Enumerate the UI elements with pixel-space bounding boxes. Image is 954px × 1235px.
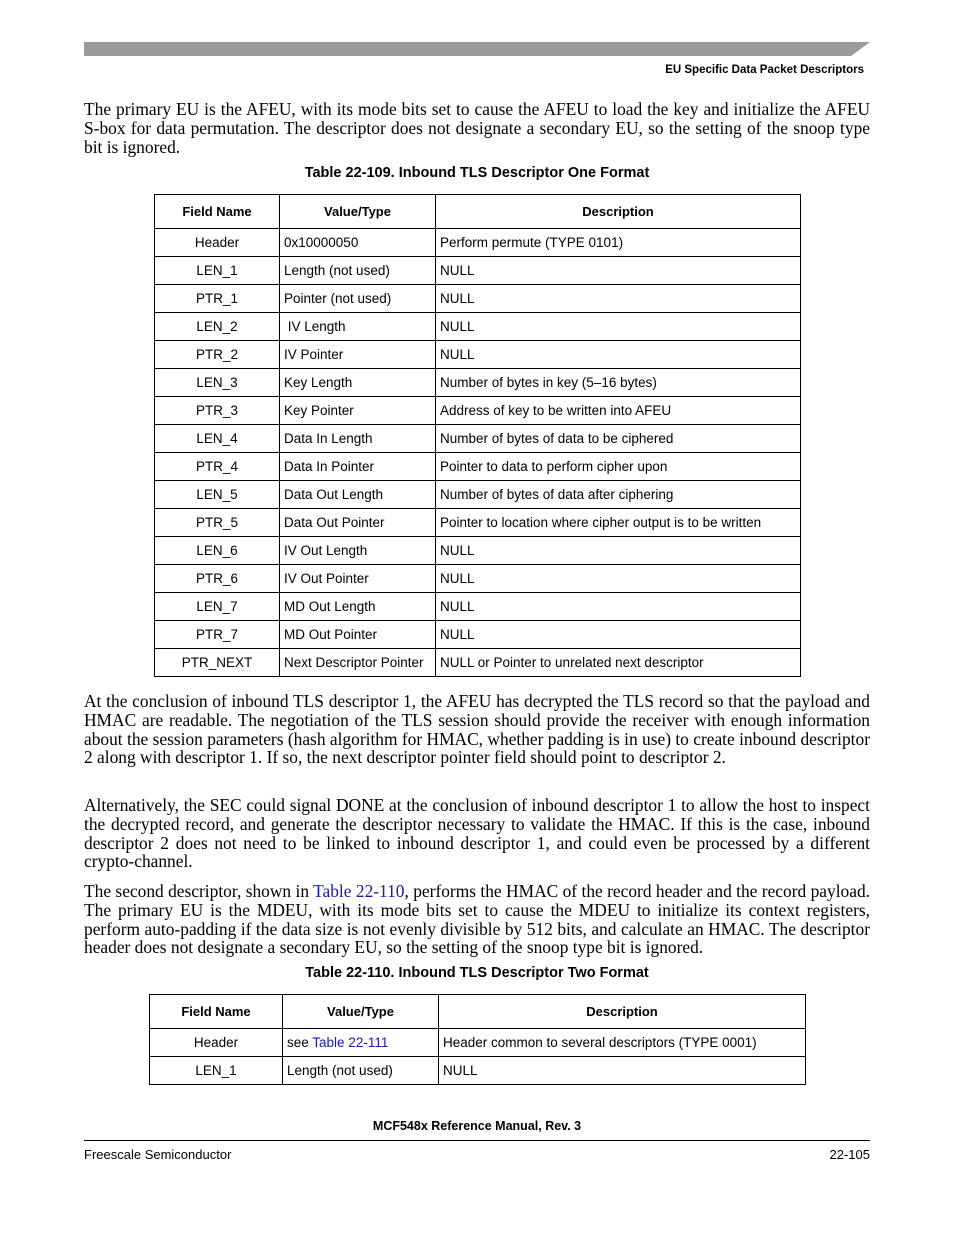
table-header-row [150, 995, 806, 1029]
table-cell: Data Out Pointer [280, 509, 436, 537]
table-cell: 0x10000050 [280, 229, 436, 257]
table-cell: PTR_3 [155, 397, 280, 425]
table-cell: NULL [436, 313, 801, 341]
table-cell: LEN_5 [155, 481, 280, 509]
table-cell: LEN_7 [155, 593, 280, 621]
table-cell: LEN_3 [155, 369, 280, 397]
table-row [150, 1057, 806, 1085]
table-cell: IV Pointer [280, 341, 436, 369]
table2-caption: Table 22-110. Inbound TLS Descriptor Two Format [305, 965, 649, 981]
table-cell: PTR_1 [155, 285, 280, 313]
table-cell: PTR_5 [155, 509, 280, 537]
table-cell: Number of bytes in key (5–16 bytes) [436, 369, 801, 397]
table-cell: LEN_6 [155, 537, 280, 565]
table1-caption: Table 22-109. Inbound TLS Descriptor One Format [304, 165, 650, 181]
column-header: Field Name [150, 995, 283, 1029]
paragraph-4-text-b: , performs the HMAC of the record header and the record payload. The primary EU is the MDEU, with its mode bits set to cause the MDEU to initialize its context registers, perform auto-padding if the data size is not evenly divisible by 512 bits, and calculate an HMAC. The descriptor header does not designate a secondary EU, so the setting of the snoop type bit is ignored. [84, 881, 870, 958]
table-cell: NULL [436, 341, 801, 369]
table-cell: NULL [436, 621, 801, 649]
column-header: Value/Type [280, 195, 436, 229]
table-cell: LEN_1 [155, 257, 280, 285]
table-cell: PTR_7 [155, 621, 280, 649]
table-row [155, 285, 801, 313]
table-row [155, 397, 801, 425]
table-cell: Data In Pointer [280, 453, 436, 481]
table-cell: Address of key to be written into AFEU [436, 397, 801, 425]
table-cell: PTR_4 [155, 453, 280, 481]
table-row [155, 229, 801, 257]
table-cell: Pointer to data to perform cipher upon [436, 453, 801, 481]
table-22-110-link[interactable]: Table 22-110 [313, 881, 405, 901]
table-cell: NULL [436, 537, 801, 565]
table-cell: NULL [436, 285, 801, 313]
table-cell: NULL [436, 257, 801, 285]
table-row [155, 537, 801, 565]
table-cell: Next Descriptor Pointer [280, 649, 436, 677]
column-header: Value/Type [283, 995, 439, 1029]
table-header-row [155, 195, 801, 229]
table-cell: Number of bytes of data to be ciphered [436, 425, 801, 453]
table-cell: NULL [439, 1057, 806, 1085]
table-row [155, 453, 801, 481]
table-row [155, 565, 801, 593]
table-cell: LEN_2 [155, 313, 280, 341]
table-cell: Data Out Length [280, 481, 436, 509]
table-cell: NULL [436, 593, 801, 621]
table-cell: IV Length [280, 313, 436, 341]
table-cell: Pointer (not used) [280, 285, 436, 313]
paragraph-4-text-a: The second descriptor, shown in [84, 881, 314, 901]
footer-company: Freescale Semiconductor [84, 1147, 232, 1162]
header-bar [84, 42, 870, 56]
column-header: Description [436, 195, 801, 229]
table-cell: Key Pointer [280, 397, 436, 425]
table1 [154, 194, 801, 677]
table-cell: Length (not used) [283, 1057, 439, 1085]
table-cell: NULL or Pointer to unrelated next descriptor [436, 649, 801, 677]
table-cell: Perform permute (TYPE 0101) [436, 229, 801, 257]
table-cell: LEN_4 [155, 425, 280, 453]
table-cell: NULL [436, 565, 801, 593]
table2 [149, 994, 806, 1085]
table-row [150, 1029, 806, 1057]
table-row [155, 257, 801, 285]
paragraph-3: Alternatively, the SEC could signal DONE at the conclusion of inbound descriptor 1 to allow the host to inspect the decrypted record, and generate the descriptor necessary to validate the HMAC. If this is the case, inbound descriptor 2 does not need to be linked to inbound descriptor 1, and could even be processed by a different crypto-channel. [84, 795, 870, 872]
table-row [155, 593, 801, 621]
table-cell: Number of bytes of data after ciphering [436, 481, 801, 509]
table-22-111-link[interactable]: Table 22-111 [312, 1035, 389, 1050]
column-header: Description [439, 995, 806, 1029]
table-cell: Header common to several descriptors (TYPE 0001) [439, 1029, 806, 1057]
section-header: EU Specific Data Packet Descriptors [665, 64, 864, 76]
table-cell-text: see [287, 1035, 313, 1050]
table-cell: Pointer to location where cipher output is to be written [436, 509, 801, 537]
table-cell: PTR_6 [155, 565, 280, 593]
table-cell: IV Out Pointer [280, 565, 436, 593]
paragraph-1: The primary EU is the AFEU, with its mode bits set to cause the AFEU to load the key and initialize the AFEU S-box for data permutation. The descriptor does not designate a secondary EU, so the setting of the snoop type bit is ignored. [84, 99, 870, 157]
table-cell: PTR_2 [155, 341, 280, 369]
table-cell: Header [155, 229, 280, 257]
table-row [155, 369, 801, 397]
table-cell: Length (not used) [280, 257, 436, 285]
footer-title: MCF548x Reference Manual, Rev. 3 [372, 1119, 582, 1133]
table-cell: Key Length [280, 369, 436, 397]
table-cell: IV Out Length [280, 537, 436, 565]
table-cell: Data In Length [280, 425, 436, 453]
paragraph-2: At the conclusion of inbound TLS descriptor 1, the AFEU has decrypted the TLS record so that the payload and HMAC are readable. The negotiation of the TLS session should provide the receiver with enough information about the session parameters (hash algorithm for HMAC, whether padding is in use) to create inbound descriptor 2 along with descriptor 1. If so, the next descriptor pointer field should point to descriptor 2. [84, 691, 870, 768]
page-number: 22-105 [829, 1147, 870, 1162]
table-row [155, 481, 801, 509]
column-header: Field Name [155, 195, 280, 229]
table-cell: MD Out Pointer [280, 621, 436, 649]
footer-divider [84, 1140, 870, 1141]
table1-body [155, 229, 801, 677]
table-row [155, 509, 801, 537]
table-row [155, 649, 801, 677]
table-row [155, 313, 801, 341]
table-cell: PTR_NEXT [155, 649, 280, 677]
table-cell: LEN_1 [150, 1057, 283, 1085]
table-cell: Header [150, 1029, 283, 1057]
table-cell: MD Out Length [280, 593, 436, 621]
table-cell [283, 1029, 439, 1057]
table-row [155, 621, 801, 649]
table-row [155, 425, 801, 453]
paragraph-4 [84, 882, 870, 957]
table-row [155, 341, 801, 369]
